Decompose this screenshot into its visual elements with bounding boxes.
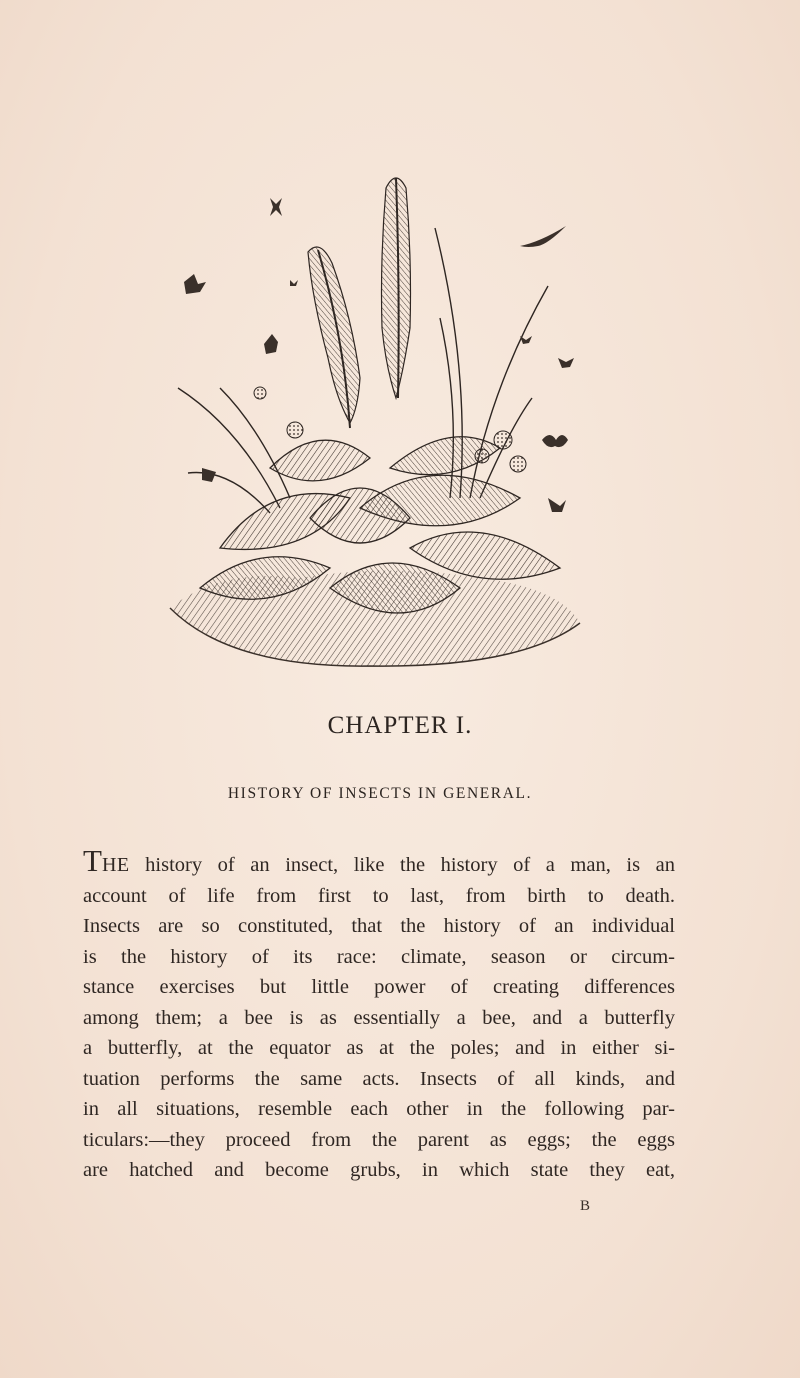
text-line-5: stance exercises but little power of creating differences: [83, 976, 675, 998]
text-line-2: account of life from first to last, from birth to death.: [83, 884, 675, 907]
dragonfly-left-icon: [202, 468, 216, 482]
gnat-icon: [290, 280, 298, 286]
text-line-10: ticulars:—they proceed from the parent as eggs; the eggs: [83, 1128, 675, 1151]
text-line-1: [83, 843, 675, 881]
small-caps-word: HE: [101, 854, 130, 876]
text-line-4: is the history of its race: climate, season or circum-: [83, 945, 675, 968]
text-line-7: a butterfly, at the equator as at the poles; and in either si-: [83, 1037, 675, 1059]
foxglove-spike-right: [382, 178, 411, 398]
text-line-8: tuation performs the same acts. Insects of all kinds, and: [83, 1067, 675, 1090]
wasp-icon: [558, 358, 574, 368]
moth-icon: [184, 274, 206, 294]
text-line-3: Insects are so constituted, that the history of an individual: [83, 915, 675, 937]
fly-icon: [270, 198, 282, 216]
text-line-6: among them; a bee is as essentially a bee, and a butterfly: [83, 1006, 675, 1029]
bee-icon: [520, 336, 532, 344]
line-text: history of an insect, like the history of a man, is an: [129, 854, 675, 876]
foxglove-spike-left: [308, 247, 360, 428]
text-line-11: are hatched and become grubs, in which state they eat,: [83, 1159, 675, 1181]
plant-engraving-illustration: [160, 168, 590, 678]
butterfly-icon: [542, 435, 568, 447]
signature-mark: B: [580, 1198, 591, 1214]
chapter-title: CHAPTER I.: [327, 712, 473, 739]
grass-blades: [178, 228, 548, 513]
body-paragraph: [83, 843, 675, 1186]
text-line-9: in all situations, resemble each other in the following par-: [83, 1098, 675, 1120]
section-heading: HISTORY OF INSECTS IN GENERAL.: [227, 785, 533, 802]
beetle-icon: [264, 334, 278, 354]
drop-cap-letter: T: [83, 843, 102, 878]
dragonfly-icon: [548, 498, 566, 512]
bird-icon: [520, 226, 566, 247]
